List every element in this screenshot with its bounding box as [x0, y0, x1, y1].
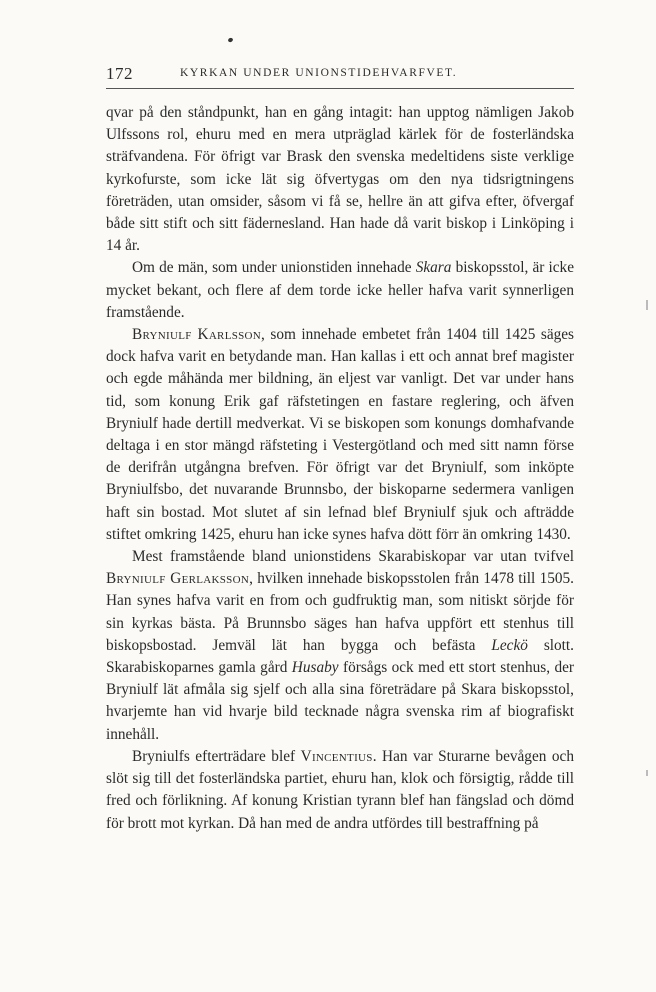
text-run: försågs ock med ett stort stenhus, der Bryniulf lät afmåla sig sjelf och alla sina företrädare på Skara biskopsstol, hvarjemte han vid hvarje bild tecknade några svenska rim af biografiskt innehåll.: [106, 659, 574, 743]
paragraph: [106, 324, 574, 546]
person-name: Bryniulf Gerlaksson: [106, 570, 250, 588]
running-header: [106, 64, 574, 89]
place-name: Skara: [415, 259, 452, 277]
book-page: [106, 0, 574, 992]
paragraph: [106, 546, 574, 746]
text-run: , som innehade embetet från 1404 till 1425 säges dock hafva varit en betydande man. Han kallas i ett och annat bref magister och egde måhända mer bildning, än eljest var vanligt. Det var under hans tid, som konung Erik gaf räfstetingen en fastare reglering, och äfven Bryniulf hade dertill medverkat. Vi se biskopen som konungs domhafvande deltaga i en stor mängd räfsteting i Vestergötland och med sitt namn förse de derifrån utgångna brefven. För öfrigt var det Bryniulf, som inköpte Bryniulfsbo, det nuvarande Brunnsbo, der biskoparne sedermera vanligen haft sin bostad. Mot slutet af sin lefnad blef Bryniulf sjuk och afträdde stiftet omkring 1425, ehuru han icke synes hafva dött förr än omkring 1430.: [106, 326, 574, 543]
person-name: Vincentius: [300, 747, 373, 765]
scan-edge-mark: [646, 300, 648, 310]
running-title: KYRKAN UNDER UNIONSTIDEHVARFVET.: [180, 67, 458, 79]
paragraph: [106, 746, 574, 835]
text-run: Mest framstående bland unionstidens Skarabiskopar var utan tvifvel: [132, 548, 574, 566]
ink-speck: [227, 37, 233, 43]
paragraph: [106, 257, 574, 324]
paragraph: [106, 102, 574, 257]
place-name: Leckö: [491, 636, 528, 654]
text-run: Om de män, som under unionstiden innehade: [132, 259, 416, 277]
text-run: , hvilken innehade biskopsstolen från 1478 till 1505. Han synes hafva varit en from och gudfruktig man, som nitiskt sörjde för sin kyrkas bästa. På Brunnsbo säges han hafva uppfört ett stenhus till biskopsbostad. Jemväl lät han bygga och befästa: [106, 570, 574, 654]
text-run: biskopsstol, är icke mycket bekant, och flere af dem torde icke heller hafva varit synnerligen framstående.: [106, 259, 574, 321]
text-run: qvar på den ståndpunkt, han en gång intagit: han upptog nämligen Jakob Ulfssons rol, ehuru med en mera utpräglad kärlek för de fosterländska sträfvandena. För öfrigt var Brask den svenska medeltidens siste verklige kyrkofurste, som icke lät sig öfvertygas om den nya tidsrigtningens företräden, utan omsider, såsom vi få se, hellre än att gifva efter, öfvergaf både sitt stift och sitt fädernesland. Han hade då varit biskop i Linköping i 14 år.: [106, 104, 574, 255]
text-run: slott. Skarabiskoparnes gamla gård: [106, 636, 574, 677]
place-name: Husaby: [291, 659, 339, 677]
scan-edge-mark: [646, 770, 648, 776]
body-text: [106, 102, 574, 835]
text-run: Bryniulfs efterträdare blef: [132, 747, 301, 765]
page-number: 172: [106, 64, 133, 83]
text-run: . Han var Sturarne bevågen och slöt sig till det fosterländska partiet, ehuru han, klok och försigtig, rådde till fred och förlikning. Af konung Kristian tyrann blef han fängslad och dömd för brott mot kyrkan. Då han med de andra utfördes till bestraffning på: [106, 747, 574, 832]
person-name: Bryniulf Karlsson: [132, 326, 262, 344]
